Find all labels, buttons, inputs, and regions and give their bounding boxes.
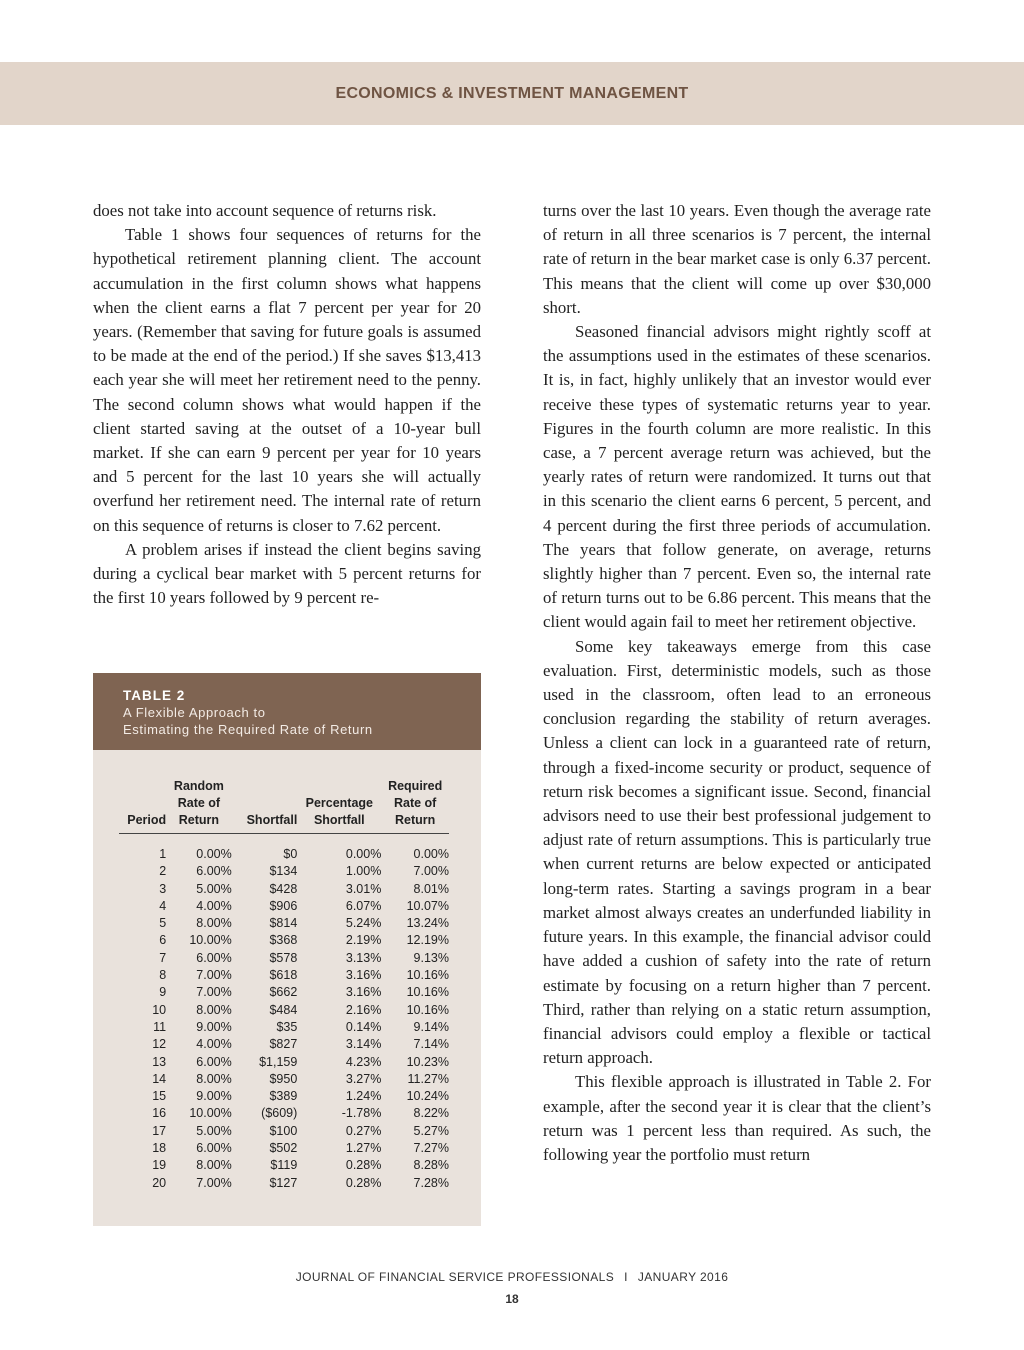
cell-percentage-shortfall: 1.24% [345,1089,382,1104]
body-paragraph: Seasoned financial advisors might rightly scoff at the assumptions used in the estimates of these scenarios. It is, in fact, highly unlikely that an investor would ever receive these types of systematic returns year to year. Figures in the fourth column are more realistic. In this case, a 7 percent average return was achieved, but the yearly rates of return were randomized. It turns out that in this scenario the client earns 6 percent, 5 percent, and 4 percent during the first three periods of accumulation. The years that follow generate, on average, returns slightly higher than 7 percent. Even so, the internal rate of return turns out to be 6.86 percent. This means that the client would again fail to meet her retirement objective. [543,322,931,632]
cell-required-rate: 10.16% [406,985,449,1000]
cell-required-rate: 7.28% [413,1175,449,1190]
body-paragraph: turns over the last 10 years. Even though the average rate of return in all three scenarios is 7 percent, the internal rate of return in the bear market case is only 6.37 percent. This means that the client will come up over $30,000 short. [543,201,931,317]
table-row [119,1140,449,1157]
cell-random-rate: 10.00% [189,933,232,948]
cell-required-rate: 9.14% [413,1019,449,1034]
table-row [119,1019,449,1036]
col-header-required-rate: Required Rate of Return [381,778,449,834]
issue-date: JANUARY 2016 [637,1270,729,1284]
cell-random-rate: 8.00% [196,1158,232,1173]
cell-period: 19 [152,1158,167,1173]
cell-shortfall: $906 [269,898,298,913]
section-banner [0,62,1024,125]
cell-period: 9 [159,985,167,1000]
cell-period: 20 [152,1175,167,1190]
cell-period: 4 [159,898,167,913]
table-row [119,898,449,915]
table-row [119,1157,449,1174]
cell-shortfall: $814 [269,916,298,931]
table-row [119,1036,449,1053]
cell-random-rate: 10.00% [189,1106,232,1121]
table-row [119,932,449,949]
cell-percentage-shortfall: 3.13% [345,950,382,965]
page-number: 18 [505,1292,519,1306]
table-row [119,1002,449,1019]
cell-required-rate: 7.14% [413,1037,449,1052]
cell-required-rate: 10.16% [406,1002,449,1017]
table-body [93,750,481,1192]
cell-random-rate: 5.00% [196,1123,232,1138]
cell-period: 8 [159,968,167,983]
cell-required-rate: 5.27% [413,1123,449,1138]
cell-percentage-shortfall: -1.78% [341,1106,382,1121]
cell-random-rate: 8.00% [196,1071,232,1086]
cell-required-rate: 10.16% [406,968,449,983]
cell-shortfall: $119 [270,1158,298,1173]
cell-random-rate: 7.00% [196,985,232,1000]
cell-period: 5 [159,916,167,931]
cell-random-rate: 4.00% [196,1037,232,1052]
cell-percentage-shortfall: 1.00% [345,864,382,879]
cell-random-rate: 8.00% [196,1002,232,1017]
cell-percentage-shortfall: 2.19% [345,933,382,948]
body-paragraph: This flexible approach is illustrated in Table 2. For example, after the second year it is clear that the client’s return was 1 percent less than required. As such, the following year the portfolio must return [543,1072,931,1164]
body-paragraph: does not take into account sequence of returns risk. [93,201,437,220]
cell-period: 16 [152,1106,167,1121]
cell-random-rate: 6.00% [196,864,232,879]
cell-percentage-shortfall: 0.14% [345,1019,382,1034]
table-row [119,1071,449,1088]
cell-shortfall: $484 [269,1002,298,1017]
table-header-row [119,778,449,834]
table-row [119,834,449,864]
cell-random-rate: 9.00% [196,1089,232,1104]
cell-shortfall: $134 [269,864,298,879]
cell-required-rate: 8.01% [413,881,449,896]
table-header-band [93,673,481,750]
cell-period: 18 [152,1141,167,1156]
table-row [119,915,449,932]
cell-required-rate: 10.23% [406,1054,449,1069]
cell-required-rate: 13.24% [406,916,449,931]
cell-random-rate: 9.00% [196,1019,232,1034]
col-header-period: Period [119,778,166,834]
cell-percentage-shortfall: 6.07% [345,898,382,913]
table-title-line-1: A Flexible Approach to [123,705,266,720]
cell-period: 7 [159,950,167,965]
cell-percentage-shortfall: 0.28% [345,1175,382,1190]
body-paragraph: Some key takeaways emerge from this case evaluation. First, deterministic models, such as those used in the classroom, often lead to an erroneous conclusion regarding the stability of return averages. Unless a client can lock in a guaranteed rate of return, through a fixed-income security or product, sequence of return risk becomes a significant issue. Second, financial advisors need to use their best professional judgement to adjust rate of return assumptions. This is particularly true when current returns are below expected or anticipated long-term rates. Starting a savings program in a bear market almost always creates an underfunded liability in future years. In this example, the financial advisor could have added a cushion of safety into the rate of return estimate by focusing on a return higher than 7 percent. Third, rather than relying on a static return assumption, financial advisors could employ a flexible or tactical return approach. [543,636,931,1068]
cell-required-rate: 10.24% [406,1089,449,1104]
table-row [119,1054,449,1071]
cell-percentage-shortfall: 3.16% [345,968,382,983]
cell-shortfall: $389 [269,1089,298,1104]
cell-percentage-shortfall: 3.16% [345,985,382,1000]
cell-shortfall: $127 [269,1175,298,1190]
cell-percentage-shortfall: 3.01% [345,881,382,896]
cell-random-rate: 4.00% [196,898,232,913]
table-row [119,967,449,984]
table-row [119,1105,449,1122]
cell-random-rate: 7.00% [196,1175,232,1190]
table-row [119,1088,449,1105]
body-paragraph: A problem arises if instead the client begins saving during a cyclical bear market with 5 percent returns for the first 10 years followed by 9 percent re- [93,539,481,608]
cell-percentage-shortfall: 3.27% [345,1071,382,1086]
cell-required-rate: 12.19% [406,933,449,948]
cell-percentage-shortfall: 3.14% [345,1037,382,1052]
cell-shortfall: $950 [269,1071,298,1086]
cell-random-rate: 7.00% [196,968,232,983]
cell-period: 12 [152,1037,167,1052]
cell-percentage-shortfall: 2.16% [345,1002,382,1017]
cell-required-rate: 11.27% [407,1071,449,1086]
cell-percentage-shortfall: 0.27% [345,1123,382,1138]
cell-period: 14 [152,1071,167,1086]
cell-required-rate: 7.27% [413,1141,449,1156]
body-paragraph: Table 1 shows four sequences of returns for the hypothetical retirement planning client. The account accumulation in the first column shows what happens when the client earns a flat 7 percent per year for 20 years. (Remember that saving for future goals is assumed to be made at the end of the period.) If she saves $13,413 each year she will meet her retirement need to the penny. The second column shows what would happen if the client started saving at the outset of a 10-year bull market. If she can earn 9 percent per year for 10 years and 5 percent for the last 10 years she will actually overfund her retirement need. The internal rate of return on this sequence of returns is closer to 7.62 percent. [93,225,481,535]
cell-required-rate: 8.28% [413,1158,449,1173]
cell-shortfall: ($609) [261,1106,298,1121]
cell-period: 13 [152,1054,167,1069]
cell-random-rate: 6.00% [196,1141,232,1156]
cell-shortfall: $662 [269,985,298,1000]
cell-percentage-shortfall: 4.23% [345,1054,382,1069]
col-header-random-rate: Random Rate of Return [166,778,232,834]
cell-period: 17 [152,1123,167,1138]
table-row [119,863,449,880]
cell-required-rate: 9.13% [413,950,449,965]
cell-period: 15 [152,1089,167,1104]
footer-separator: I [624,1270,628,1284]
cell-period: 3 [159,881,167,896]
cell-shortfall: $35 [276,1019,298,1034]
cell-period: 6 [159,933,167,948]
journal-name: JOURNAL OF FINANCIAL SERVICE PROFESSIONALS [295,1270,615,1284]
cell-shortfall: $428 [269,881,298,896]
left-column [93,199,481,610]
cell-required-rate: 7.00% [413,864,449,879]
cell-percentage-shortfall: 0.00% [345,847,382,861]
table-row [119,881,449,898]
table-2 [93,673,481,1226]
table-label: TABLE 2 [123,688,186,703]
cell-period: 2 [159,864,167,879]
cell-percentage-shortfall: 5.24% [345,916,382,931]
cell-random-rate: 5.00% [196,881,232,896]
right-column [543,199,931,1167]
table-row [119,1123,449,1140]
cell-shortfall: $502 [269,1141,298,1156]
cell-required-rate: 10.07% [406,898,449,913]
cell-required-rate: 8.22% [413,1106,449,1121]
table-title-line-2: Estimating the Required Rate of Return [123,722,373,737]
cell-period: 1 [159,847,167,861]
cell-random-rate: 8.00% [196,916,232,931]
cell-shortfall: $368 [269,933,298,948]
cell-required-rate: 0.00% [413,847,449,861]
cell-shortfall: $827 [269,1037,298,1052]
cell-shortfall: $0 [283,847,298,861]
journal-footer [0,1270,1024,1284]
data-table [119,778,449,1192]
cell-percentage-shortfall: 0.28% [345,1158,382,1173]
cell-percentage-shortfall: 1.27% [345,1141,382,1156]
col-header-shortfall: Shortfall [232,778,298,834]
cell-period: 10 [152,1002,167,1017]
cell-shortfall: $618 [269,968,298,983]
cell-random-rate: 6.00% [196,1054,232,1069]
col-header-percentage-shortfall: Percentage Shortfall [297,778,381,834]
table-row [119,950,449,967]
cell-shortfall: $578 [269,950,298,965]
cell-random-rate: 0.00% [196,847,232,861]
cell-shortfall: $100 [269,1123,298,1138]
cell-random-rate: 6.00% [196,950,232,965]
cell-period: 11 [153,1019,167,1034]
table-row [119,1175,449,1192]
table-rows [119,834,449,1192]
section-title: ECONOMICS & INVESTMENT MANAGEMENT [335,84,689,102]
table-row [119,984,449,1001]
cell-shortfall: $1,159 [259,1054,298,1069]
